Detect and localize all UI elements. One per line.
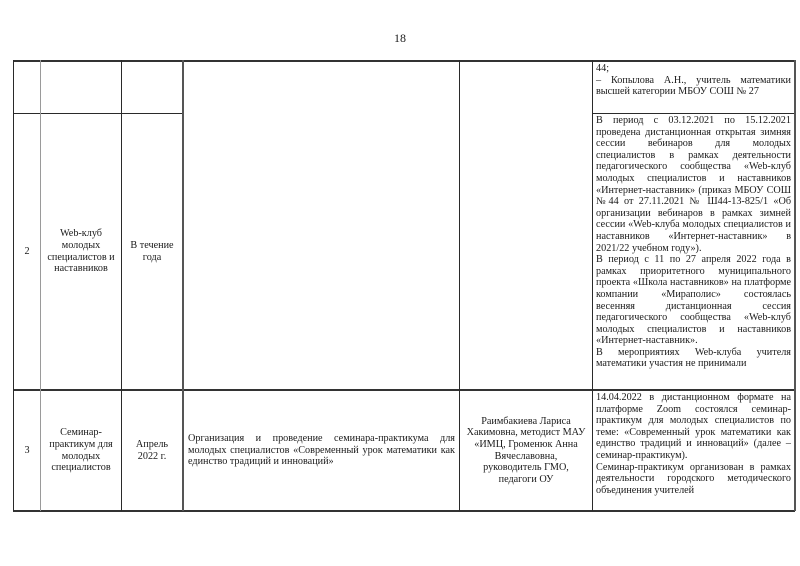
table-bottom-border bbox=[13, 510, 795, 512]
event-content: Организация и проведение семинара-практикума для молодых специалистов «Современный урок математики как единство традиций и инноваций» bbox=[188, 433, 455, 468]
event-name: Web-клуб молодых специалистов и наставников bbox=[47, 228, 115, 275]
col-border-6 bbox=[794, 60, 796, 511]
event-name: Семинар-практикум для молодых специалистов bbox=[49, 427, 113, 474]
result-line: 44; bbox=[596, 63, 610, 74]
result-line: – Копылова А.Н., учитель математики высшей категории МБОУ СОШ № 27 bbox=[596, 74, 791, 98]
date-cell bbox=[122, 391, 182, 510]
event-responsible: Раимбакиева Лариса Хакимовна, методист МАУ «ИМЦ, Громенюк Анна Вячеславовна, руководитель ГМО, педагоги ОУ bbox=[466, 415, 586, 485]
responsible-cell bbox=[460, 62, 592, 389]
event-name-cell bbox=[41, 114, 121, 389]
content-cell bbox=[184, 391, 459, 510]
result-cell bbox=[593, 391, 794, 510]
row-number: 2 bbox=[24, 245, 30, 257]
row-number-cell bbox=[14, 391, 40, 510]
result-paragraph: Семинар-практикум организован в рамках деятельности городского методического объединения учителей bbox=[596, 461, 791, 496]
content-cell bbox=[184, 62, 459, 389]
event-date: Апрель 2022 г. bbox=[135, 438, 169, 462]
event-date: В течение года bbox=[130, 239, 174, 263]
event-name-cell bbox=[41, 391, 121, 510]
page-number: 18 bbox=[394, 31, 406, 45]
row-number-cell bbox=[14, 114, 40, 389]
plan-table bbox=[13, 60, 795, 511]
row-number: 3 bbox=[24, 444, 30, 456]
result-cell-continuation bbox=[593, 62, 794, 113]
result-cell bbox=[593, 114, 794, 389]
result-paragraph: В период с 11 по 27 апреля 2022 года в рамках приоритетного муниципального проекта «Школа наставников» на платформе компании «Мираполис» состоялась весенняя дистанционная сессия педагогического сообщества «Web-клуб молодых специалистов и наставников «Интернет-наставник». bbox=[596, 254, 791, 347]
result-paragraph: В период с 03.12.2021 по 15.12.2021 проведена дистанционная открытая зимняя сессии вебинаров для молодых специалистов в рамках деятельности педагогического сообщества «Web-клуб молодых специалистов и наставников «Интернет-наставник» (приказ МБОУ СОШ №44 от 27.11.2021 № Ш44-13-825/1 «Об организации вебинаров в рамках зимней сессии «Web-клуба молодых специалистов и наставников «Интернет-наставник» в 2021/22 учебном году»). bbox=[596, 115, 791, 254]
result-paragraph: 14.04.2022 в дистанционном формате на платформе Zoom состоялся семинар-практикум для молодых специалистов по теме: «Современный урок математики как единство традиций и инноваций» (далее – семинар-практикум). bbox=[596, 392, 791, 461]
result-paragraph: В мероприятиях Web-клуба учителя математики участия не принимали bbox=[596, 346, 791, 370]
date-cell bbox=[122, 114, 182, 389]
responsible-cell bbox=[460, 391, 592, 510]
